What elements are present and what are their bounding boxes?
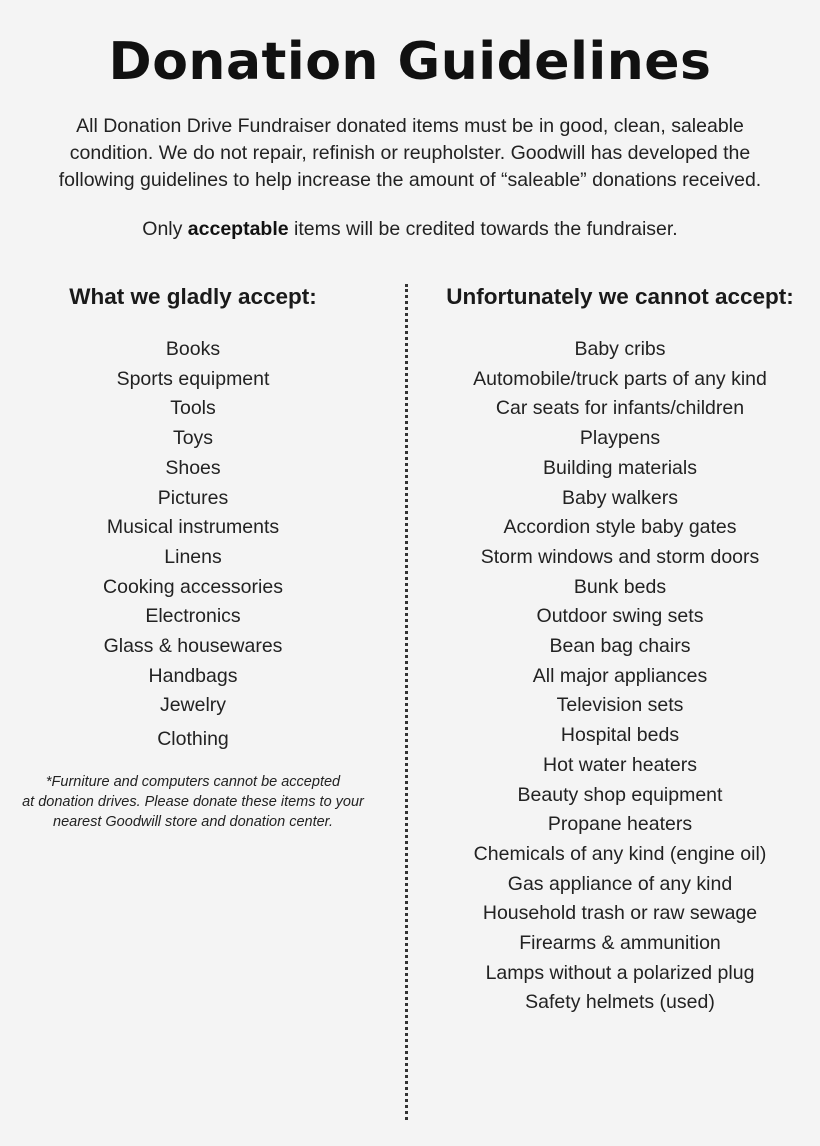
reject-item: Firearms & ammunition: [519, 932, 721, 955]
accept-item: Jewelry: [159, 694, 227, 717]
reject-item: Gas appliance of any kind: [507, 872, 733, 895]
accept-list: [0, 335, 386, 755]
accept-item: Pictures: [157, 486, 229, 509]
reject-item: Bunk beds: [573, 575, 667, 598]
accept-item: Toys: [172, 427, 214, 450]
reject-item: Baby cribs: [574, 338, 666, 360]
accept-item: Books: [165, 338, 221, 360]
accept-item: Shoes: [165, 456, 221, 479]
reject-item: Bean bag chairs: [549, 635, 691, 658]
credit-note-emphasis: acceptable: [187, 218, 289, 240]
reject-item: Hot water heaters: [543, 753, 697, 776]
accept-item: Electronics: [145, 605, 241, 628]
reject-item: Playpens: [579, 427, 661, 450]
footnote-line: at donation drives. Please donate these items to your: [22, 794, 364, 810]
intro-line: following guidelines to help increase the amount of “saleable” donations received.: [58, 169, 762, 191]
accept-item: Tools: [170, 397, 216, 420]
accept-item: Musical instruments: [106, 516, 280, 539]
accept-item: Linens: [164, 545, 222, 568]
reject-item: Outdoor swing sets: [536, 605, 704, 628]
credit-note: [0, 216, 820, 243]
accept-item: Clothing: [157, 728, 229, 751]
intro-line: condition. We do not repair, refinish or reupholster. Goodwill has developed the: [69, 142, 751, 164]
reject-item: Beauty shop equipment: [517, 783, 723, 806]
credit-note-before: Only: [142, 218, 188, 240]
reject-item: Lamps without a polarized plug: [485, 961, 755, 984]
reject-item: Chemicals of any kind (engine oil): [473, 842, 767, 865]
page-title: Donation Guidelines: [108, 32, 712, 92]
reject-list: [424, 335, 816, 1018]
reject-item: Household trash or raw sewage: [482, 902, 758, 925]
reject-item: Hospital beds: [560, 724, 680, 747]
reject-item: Television sets: [556, 694, 684, 717]
reject-item: Car seats for infants/children: [495, 397, 745, 420]
footnote-line: nearest Goodwill store and donation center.: [53, 814, 333, 830]
accept-item: Handbags: [148, 664, 238, 687]
reject-item: Building materials: [543, 456, 697, 479]
reject-item: Safety helmets (used): [525, 991, 715, 1014]
intro-line: All Donation Drive Fundraiser donated items must be in good, clean, saleable: [76, 115, 744, 137]
reject-item: Propane heaters: [547, 813, 693, 836]
credit-note-after: items will be credited towards the fundraiser.: [288, 218, 678, 240]
reject-item: Baby walkers: [562, 486, 678, 509]
footnote-line: *Furniture and computers cannot be accepted: [45, 774, 341, 790]
accept-item: Cooking accessories: [103, 575, 283, 598]
dotted-column-divider: [405, 284, 408, 1120]
accept-item: Glass & housewares: [103, 635, 283, 658]
reject-item: Storm windows and storm doors: [480, 545, 760, 568]
furniture-footnote: [0, 772, 386, 832]
reject-item: Automobile/truck parts of any kind: [473, 367, 767, 390]
accept-item: Sports equipment: [116, 367, 270, 390]
reject-item: All major appliances: [532, 664, 708, 687]
reject-item: Accordion style baby gates: [503, 516, 737, 539]
intro-paragraph: [10, 113, 810, 194]
reject-heading: Unfortunately we cannot accept:: [446, 284, 794, 309]
accept-heading: What we gladly accept:: [69, 284, 317, 309]
